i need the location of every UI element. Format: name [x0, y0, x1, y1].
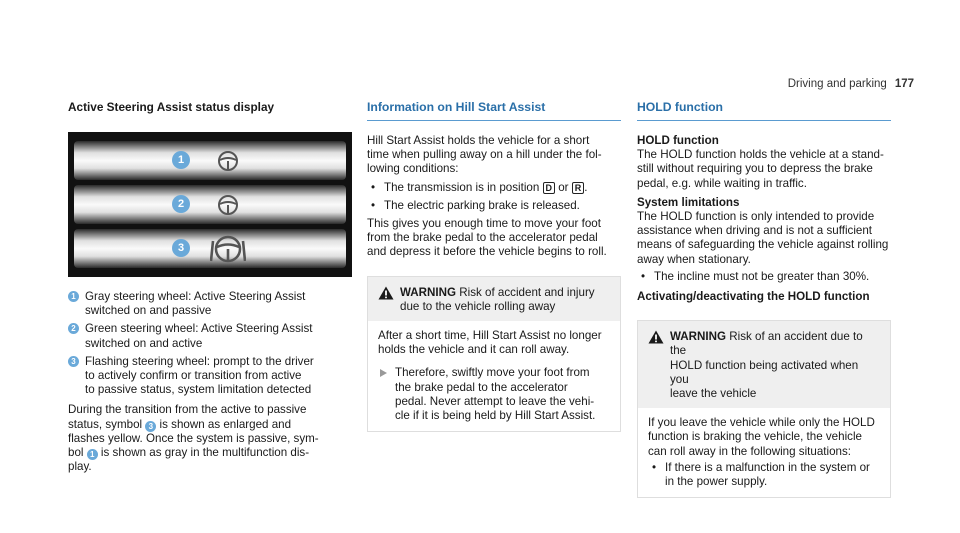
- warning-bullet: [648, 461, 880, 489]
- paragraph-line: lowing conditions:: [367, 162, 459, 176]
- paragraph-line: pedal. Never attempt to leave the vehi-: [395, 394, 595, 408]
- warning-label: WARNING: [670, 330, 727, 344]
- warning-header: [638, 321, 890, 408]
- text-run: .: [584, 180, 588, 194]
- paragraph-line: The HOLD function holds the vehicle at a stand-: [637, 148, 884, 162]
- legend-item-2: [68, 322, 352, 350]
- warning-body: [638, 408, 890, 497]
- incline-limit: • The incline must not be greater than 30%.: [637, 270, 891, 284]
- limitations-paragraph: [637, 210, 891, 267]
- paragraph-line: holds the vehicle and it can roll away.: [378, 343, 570, 357]
- steering-wheel-icon: [216, 193, 240, 217]
- paragraph-line: assistance when driving and is not a sufficient: [637, 224, 873, 238]
- status-display-image: [68, 132, 352, 277]
- warning-triangle-icon: [648, 330, 664, 344]
- text-run: is shown as enlarged and: [156, 417, 292, 431]
- text-run: or: [555, 180, 572, 194]
- legend-number-1: 1: [68, 291, 79, 302]
- paragraph-line: If you leave the vehicle while only the HOLD: [648, 416, 875, 430]
- warning-title: leave the vehicle: [670, 387, 757, 401]
- paragraph-line: cle if it is being held by Hill Start Assist.: [395, 409, 596, 423]
- warning-box-hold: [637, 320, 891, 498]
- paragraph-line: • If there is a malfunction in the system or: [665, 460, 870, 474]
- section-name: Driving and parking: [787, 78, 887, 90]
- paragraph-line: function is braking the vehicle, the vehicle: [648, 430, 862, 444]
- column-hill-start-assist: [367, 100, 621, 432]
- subheading-hold: HOLD function: [637, 134, 719, 147]
- paragraph-line: This gives you enough time to move your foot: [367, 217, 601, 231]
- paragraph-line: time when pulling away on a hill under the fol-: [367, 148, 602, 162]
- warning-title: Risk of an accident due to the: [670, 330, 863, 358]
- inline-number-3: 3: [145, 421, 156, 432]
- legend-line: Green steering wheel: Active Steering Assist: [85, 322, 313, 336]
- paragraph-line: away when stationary.: [637, 252, 751, 266]
- subheading-activating: Activating/deactivating the HOLD function: [637, 290, 870, 304]
- paragraph-line: Hill Start Assist holds the vehicle for a short: [367, 134, 590, 147]
- gear-r-icon: R: [572, 182, 585, 194]
- hill-start-intro: [367, 134, 621, 177]
- paragraph-line: means of safeguarding the vehicle against rolling: [637, 238, 889, 252]
- paragraph-line: pedal, e.g. while waiting in traffic.: [637, 176, 807, 190]
- warning-title: Risk of accident and injury: [459, 285, 595, 299]
- paragraph-line: After a short time, Hill Start Assist no longer: [378, 329, 602, 343]
- warning-title: HOLD function being activated when you: [670, 358, 859, 386]
- inline-number-1: 1: [87, 449, 98, 460]
- arrow-right-icon: [380, 369, 387, 377]
- legend-line: to actively confirm or transition from active: [85, 369, 302, 383]
- warning-body: [368, 321, 620, 431]
- display-panel-3: [74, 229, 346, 268]
- gear-d-icon: D: [543, 182, 556, 194]
- paragraph-line: [68, 446, 352, 460]
- legend-line: switched on and passive: [85, 304, 212, 318]
- column-hold-function: [637, 100, 891, 498]
- hold-paragraph: [637, 148, 891, 191]
- warning-header: [368, 277, 620, 321]
- paragraph-line: play.: [68, 460, 92, 474]
- paragraph-line: the brake pedal to the accelerator: [395, 380, 568, 394]
- legend-line: switched on and active: [85, 336, 203, 350]
- display-panel-1: [74, 141, 346, 180]
- text-run: The transmission is in position: [384, 180, 543, 194]
- paragraph-line: During the transition from the active to passive: [68, 403, 307, 417]
- paragraph-line: in the power supply.: [665, 475, 768, 489]
- section-title-hold: HOLD function: [637, 100, 891, 121]
- paragraph-line: Therefore, swiftly move your foot from: [395, 366, 590, 380]
- warning-action: [378, 366, 610, 423]
- paragraph-line: [68, 418, 352, 432]
- paragraph-line: The HOLD function is only intended to provide: [637, 210, 875, 224]
- subheading-system-limitations: System limitations: [637, 195, 740, 209]
- paragraph-line: from the brake pedal to the accelerator pedal: [367, 231, 598, 245]
- hill-start-after: [367, 217, 621, 260]
- paragraph-line: and depress it before the vehicle begins to roll.: [367, 245, 607, 259]
- text-run: bol: [68, 446, 87, 460]
- column-steering-assist: [68, 100, 352, 474]
- warning-triangle-icon: [378, 286, 394, 300]
- text-run: status, symbol: [68, 417, 146, 431]
- warning-title: due to the vehicle rolling away: [400, 299, 556, 313]
- legend-item-3: [68, 355, 352, 398]
- callout-marker-3: 3: [172, 239, 190, 257]
- paragraph-line: can roll away in the following situations:: [648, 444, 851, 458]
- condition-transmission: [367, 181, 621, 195]
- legend-item-1: [68, 290, 352, 318]
- paragraph-line: still without requiring you to depress the brake: [637, 162, 873, 176]
- steering-wheel-icon: [216, 149, 240, 173]
- transition-paragraph: [68, 403, 352, 474]
- legend-number-3: 3: [68, 356, 79, 367]
- legend-number-2: 2: [68, 323, 79, 334]
- legend-line: to passive status, system limitation detected: [85, 383, 312, 397]
- text-run: is shown as gray in the multifunction dis-: [97, 446, 310, 460]
- callout-marker-1: 1: [172, 151, 190, 169]
- section-title-steering-display: Active Steering Assist status display: [68, 100, 275, 114]
- callout-marker-2: 2: [172, 195, 190, 213]
- section-title-hill-start: Information on Hill Start Assist: [367, 100, 621, 121]
- legend-line: Flashing steering wheel: prompt to the driver: [85, 354, 314, 368]
- steering-wheel-icon: [210, 231, 246, 267]
- warning-label: WARNING: [400, 285, 457, 299]
- condition-parking-brake: • The electric parking brake is released.: [367, 199, 621, 213]
- paragraph-line: flashes yellow. Once the system is passive, sym-: [68, 431, 319, 445]
- display-panel-2: [74, 185, 346, 224]
- page-number: 177: [894, 78, 914, 90]
- warning-box-hill-start: [367, 276, 621, 433]
- legend-line: Gray steering wheel: Active Steering Assist: [85, 290, 306, 303]
- page-header: [788, 77, 914, 91]
